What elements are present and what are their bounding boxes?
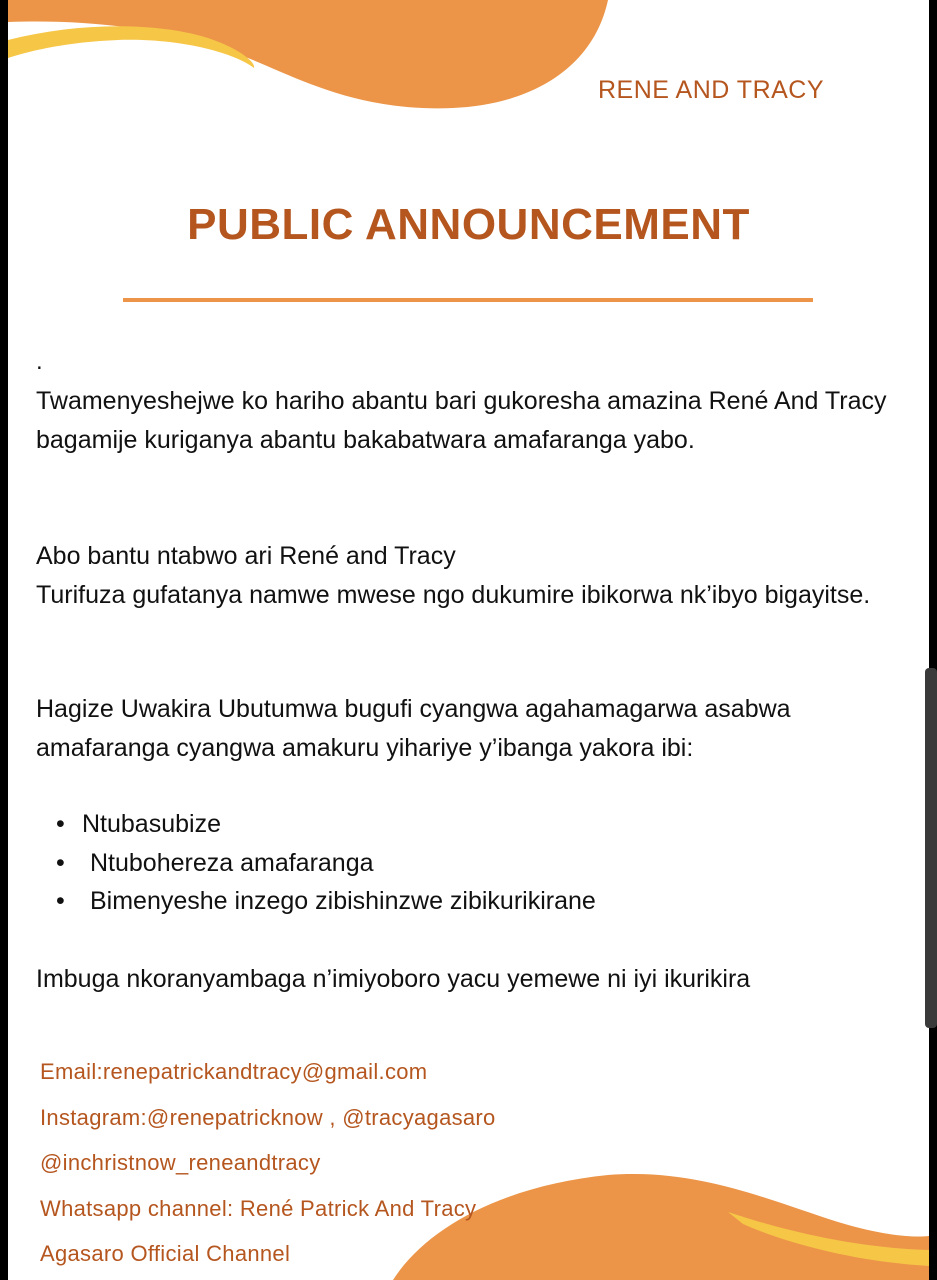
contact-whatsapp-secondary: Agasaro Official Channel: [40, 1241, 291, 1266]
list-item: • Ntubasubize: [36, 805, 596, 844]
stray-dot: .: [36, 348, 43, 375]
top-orange-wave: [8, 0, 608, 108]
paragraph-official-channels: Imbuga nkoranyambaga n’imiyoboro yacu yemewe ni iyi ikurikira: [36, 965, 751, 993]
contact-instagram: Instagram:@renepatricknow , @tracyagasaro: [40, 1104, 496, 1130]
contact-instagram-secondary: @inchristnow_reneandtracy: [40, 1150, 321, 1175]
announcement-poster: [8, 0, 929, 1280]
brand-name: RENE AND TRACY: [598, 76, 825, 104]
contact-email: Email:renepatrickandtracy@gmail.com: [40, 1059, 428, 1084]
instruction-list: [36, 805, 596, 921]
scrollbar-thumb[interactable]: [925, 668, 937, 1028]
paragraph-clarification-line2: Turifuza gufatanya namwe mwese ngo dukumire ibikorwa nk’ibyo bigayitse.: [36, 581, 871, 609]
paragraph-warning: Twamenyeshejwe ko hariho abantu bari gukoresha amazina René And Tracy bagamije kuriganya abantu bakabatwara amafaranga yabo.: [36, 387, 887, 454]
paragraph-instructions: Hagize Uwakira Ubutumwa bugufi cyangwa agahamagarwa asabwa amafaranga cyangwa amakuru yihariye y’ibanga yakora ibi:: [36, 695, 791, 762]
paragraph-clarification: [36, 537, 916, 615]
paragraph-clarification-line1: Abo bantu ntabwo ari René and Tracy: [36, 542, 456, 570]
contact-list: [40, 1049, 496, 1277]
list-item: • Ntubohereza amafaranga: [36, 844, 596, 883]
contact-whatsapp: Whatsapp channel: René Patrick And Tracy: [40, 1195, 477, 1221]
title-divider: [123, 298, 813, 302]
list-item: • Bimenyeshe inzego zibishinzwe zibikurikirane: [36, 882, 596, 921]
page-title: PUBLIC ANNOUNCEMENT: [187, 200, 750, 249]
